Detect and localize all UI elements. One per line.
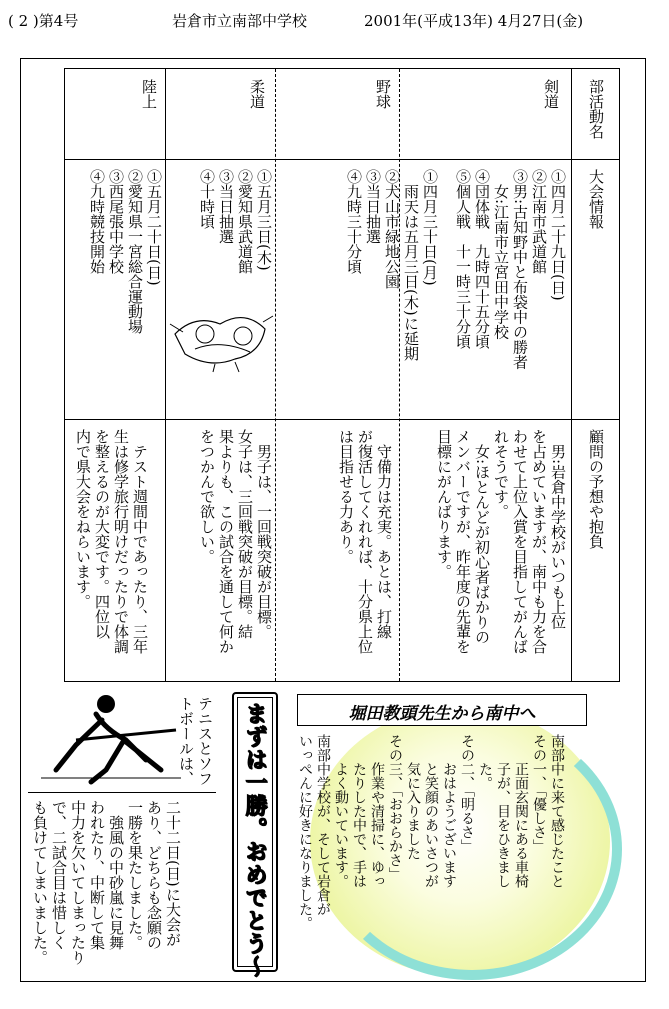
club-kendo: 剣道 bbox=[542, 79, 560, 109]
row-divider-header bbox=[65, 159, 619, 160]
issue-date: 2001年(平成13年) 4月27日(金) bbox=[364, 12, 584, 30]
col-divider bbox=[399, 69, 400, 681]
club-baseball: 野球 bbox=[374, 79, 392, 109]
info-track: ①五月二十日(日) ②愛知県一宮総合運動場 ③西尾張中学校 ④九時競技開始 bbox=[88, 169, 163, 334]
header-info: 大会情報 bbox=[587, 169, 605, 229]
info-judo: ①五月三日(木) ②愛知県武道館 ③当日抽選 ④十時頃 bbox=[198, 169, 273, 274]
comment-baseball: 守備力は充実。あとは、打線 が復活してくれれば、十分県上位 は目指せる力あり。 bbox=[337, 429, 393, 654]
principal-message: 南部中に来て感じたこと その一、「優しさ」 正面玄関にある車椅 子が、目をひきまし た。 その二、「明るさ」 おはようございます と笑顔のあいさつが 気に入りました その三、「おおらかさ」 作業や清掃に、ゆっ たりした中で、手は よく動いています。 南部中学校が、そして岩倉が いっぺんに好きになりました。 bbox=[297, 734, 565, 930]
principal-title: 堀田教頭先生から南中へ bbox=[348, 704, 536, 724]
victory-banner bbox=[232, 692, 278, 978]
club-judo: 柔道 bbox=[248, 79, 266, 109]
tennis-intro: テニスとソフ トボールは、 bbox=[177, 696, 214, 786]
principal-title-box bbox=[297, 694, 587, 726]
section-divider bbox=[28, 792, 216, 793]
header-club: 部活動名 bbox=[587, 79, 605, 139]
baseball-player-illustration bbox=[36, 690, 186, 785]
tournament-table bbox=[64, 68, 620, 682]
page-number: ( 2 )第4号 bbox=[8, 12, 79, 30]
page-header bbox=[0, 4, 669, 30]
info-kendo: ①四月二十九日(日) ②江南市武道館 ③男:古知野中と布袋中の勝者 女:江南市立宮田中学校 ④団体戦 九時四十五分頃 ⑤個人戦 十一時三十分頃 bbox=[454, 169, 567, 370]
col-divider bbox=[275, 69, 276, 681]
col-divider bbox=[165, 69, 166, 681]
row-divider-info bbox=[65, 419, 619, 420]
school-name: 岩倉市立南部中学校 bbox=[172, 12, 308, 30]
club-track: 陸上 bbox=[140, 79, 158, 109]
tennis-report: 二十二日(日)に大会が あり、どちらも念願の 一勝を果たしました。 強風の中砂嵐に見舞 われたり、中断して集 中力を欠いてしまったり で、二試合目は惜しく も負けてしまいました。 bbox=[31, 800, 182, 965]
col-divider bbox=[571, 69, 572, 681]
comment-track: テスト週間中であったり、三年 生は修学旅行明けだったりで体調 を整えるのが大変です。四位以 内で県大会をねらいます。 bbox=[74, 429, 149, 654]
banner-text: まずは一勝。おめでとう～ bbox=[242, 702, 268, 978]
header-comment: 顧問の予想や抱負 bbox=[587, 429, 605, 549]
info-baseball: ①四月三十日(月) 雨天は五月三日(木)に延期 ②犬山市緑地公園 ③当日抽選 ④九時三十分頃 bbox=[345, 169, 439, 361]
comment-judo: 男子は、一回戦突破が目標。 女子は、三回戦突破が目標。結 果よりも、この試合を通して何か をつかんで欲しい。 bbox=[198, 429, 273, 654]
judo-illustration bbox=[165, 294, 275, 374]
comment-kendo: 男:岩倉中学校がいつも上位 を占めていますが、南中も力を合 わせて上位入賞を目指してがんば れそうです。 女:ほとんどが初心者ばかりの メンバーですが、昨年度の先輩を 目標にがんばります。 bbox=[435, 429, 567, 654]
